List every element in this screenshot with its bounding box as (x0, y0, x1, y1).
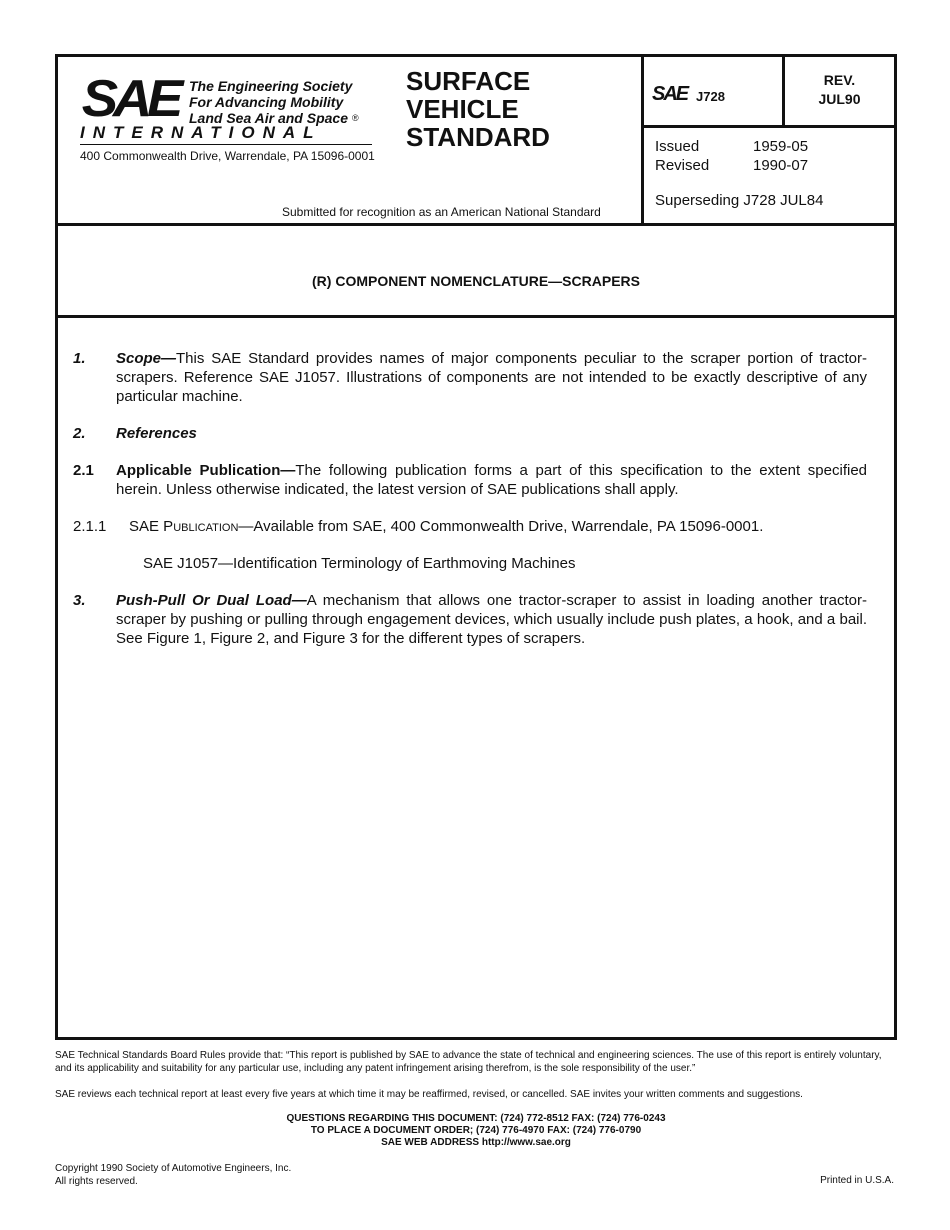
document-header (58, 57, 894, 226)
revised-label: Revised (655, 157, 710, 174)
revision-box (785, 71, 894, 109)
revised-value: 1990-07 (753, 157, 809, 174)
reference-text: SAE J1057—Identification Terminology of Earthmoving Machines (143, 555, 576, 572)
copyright-block (55, 1162, 291, 1188)
doc-type-line: SURFACE (406, 66, 531, 96)
board-rules-note: SAE Technical Standards Board Rules provide that: “This report is published by SAE to advance the state of technical and engineering sciences. The use of this report is entirely voluntary, and its applicability and suitability for any particular use, including any patent infringement arising therefrom, is the sole responsibility of the user.” (55, 1050, 882, 1074)
logo-international: INTERNATIONAL (80, 123, 322, 142)
logo-tagline-line: Land Sea Air and Space (189, 110, 348, 126)
web-address: SAE WEB ADDRESS http://www.sae.org (381, 1137, 571, 1148)
section-text: This SAE Standard provides names of major components peculiar to the scraper portion of tractor-scrapers. Reference SAE J1057. Illustrations of components are not intended to be exactly descriptive of any particular machine. (116, 350, 867, 405)
section-sae-publication (73, 517, 867, 538)
section-lead: SAE P (129, 518, 174, 535)
logo-tagline (189, 78, 352, 126)
section-number: 1. (73, 350, 86, 367)
section-text: —Available from SAE, 400 Commonwealth Drive, Warrendale, PA 15096-0001. (238, 518, 764, 535)
logo-tagline-line: The Engineering Society (189, 78, 353, 94)
section-number: 2.1.1 (73, 518, 107, 535)
dates-values (753, 137, 808, 175)
sae-logo-mark: SAE (81, 70, 179, 128)
doc-id-row (644, 57, 894, 128)
section-push-pull (73, 591, 867, 648)
section-applicable-publication (73, 461, 867, 499)
header-right (644, 57, 894, 223)
copyright-line: Copyright 1990 Society of Automotive Engineers, Inc. (55, 1163, 292, 1174)
registered-mark: ® (352, 113, 359, 123)
doc-type-line: STANDARD (406, 122, 550, 152)
doc-number: J728 (696, 89, 725, 104)
org-address: 400 Commonwealth Drive, Warrendale, PA 15096-0001 (80, 149, 375, 163)
rev-label: REV. (823, 72, 856, 88)
section-scope (73, 349, 867, 406)
rev-date: JUL90 (818, 91, 861, 107)
section-number: 2.1 (73, 462, 94, 479)
order-contact: TO PLACE A DOCUMENT ORDER; (724) 776-4970 FAX: (724) 776-0790 (310, 1125, 642, 1136)
reference-entry (73, 554, 867, 573)
document-title: (R) COMPONENT NOMENCLATURE—SCRAPERS (312, 273, 640, 289)
section-text: The following publication forms a part of this specification to the extent specified herein. Unless otherwise indicated, the latest version of SAE publications shall apply. (116, 462, 868, 498)
superseding-note: Superseding J728 JUL84 (655, 192, 824, 209)
section-heading: Scope— (116, 350, 177, 367)
section-references (73, 424, 867, 443)
logo-rule (80, 144, 372, 145)
doc-type-title (406, 67, 550, 151)
header-left (58, 57, 641, 223)
sae-small-logo: SAE (652, 83, 688, 105)
section-heading: References (116, 425, 197, 442)
section-heading: Applicable Publication— (116, 462, 296, 479)
dates-labels (655, 137, 709, 175)
doc-type-line: VEHICLE (406, 94, 519, 124)
ansi-submission-note: Submitted for recognition as an American National Standard (282, 205, 601, 219)
issued-value: 1959-05 (753, 138, 809, 155)
section-text: A mechanism that allows one tractor-scraper to assist in loading another tractor-scraper by pushing or pulling through engagement devices, which usually include push plates, a hook, and a bail. See Figure 1, Figure 2, and Figure 3 for the different types of scrapers. (116, 592, 868, 647)
rights-line: All rights reserved. (55, 1176, 138, 1187)
questions-contact: QUESTIONS REGARDING THIS DOCUMENT: (724) 772-8512 FAX: (724) 776-0243 (286, 1113, 666, 1124)
section-lead-smallcaps: UBLICATION (173, 522, 239, 534)
section-number: 3. (73, 592, 86, 609)
logo-tagline-line: For Advancing Mobility (189, 94, 344, 110)
document-frame (55, 54, 897, 1040)
section-heading: Push-Pull Or Dual Load— (116, 592, 307, 609)
section-number: 2. (73, 425, 86, 442)
review-note: SAE reviews each technical report at least every five years at which time it may be reaffirmed, revised, or cancelled. SAE invites your written comments and suggestions. (55, 1089, 803, 1100)
issued-label: Issued (655, 138, 700, 155)
printed-in: Printed in U.S.A. (820, 1175, 894, 1186)
title-band (58, 226, 894, 318)
